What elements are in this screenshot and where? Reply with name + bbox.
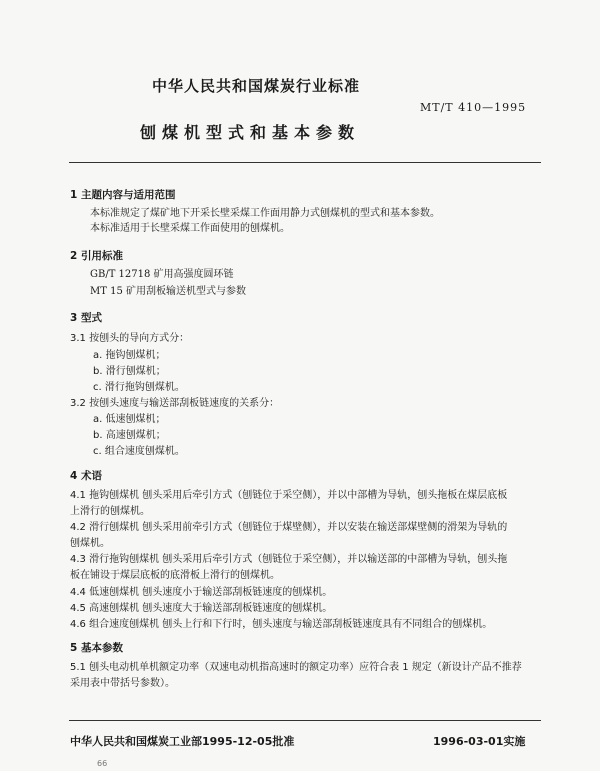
section-1-heading: 1 主题内容与适用范围 — [70, 189, 176, 201]
header-divider — [69, 162, 541, 163]
term-4-6: 4.6 组合速度刨煤机 刨头上行和下行时，刨头速度与输送部刮板链速度具有不同组合的刨煤机。 — [70, 619, 493, 630]
approval-line: 中华人民共和国煤炭工业部1995-12-05批准 — [70, 735, 295, 748]
clause-5-1-line-2: 采用表中带括号参数）。 — [70, 678, 175, 689]
clause-3-2: 3.2 按刨头速度与输送部刮板链速度的关系分： — [70, 398, 280, 409]
reference-mt-15: MT 15 矿用刮板输送机型式与参数 — [90, 286, 246, 297]
section-5-heading: 5 基本参数 — [70, 642, 123, 654]
section-3-heading: 3 型式 — [70, 312, 102, 324]
term-4-1-line-1: 4.1 拖钩刨煤机 刨头采用后牵引方式（刨链位于采空侧），并以中部槽为导轨，刨头拖板在煤层底板 — [70, 490, 508, 501]
clause-3-1-c: c. 滑行拖钩刨煤机。 — [93, 382, 185, 393]
reference-gb-12718: GB/T 12718 矿用高强度圆环链 — [90, 269, 234, 280]
section-1-paragraph-1: 本标准规定了煤矿地下开采长壁采煤工作面用静力式刨煤机的型式和基本参数。 — [90, 208, 440, 219]
clause-3-1: 3.1 按刨头的导向方式分： — [70, 333, 190, 344]
term-4-2-line-1: 4.2 滑行刨煤机 刨头采用前牵引方式（刨链位于煤壁侧），并以安装在输送部煤壁侧的滑架为导轨的 — [70, 522, 508, 533]
clause-3-2-b: b. 高速刨煤机； — [93, 430, 166, 441]
clause-3-1-a: a. 拖钩刨煤机； — [93, 350, 166, 361]
standard-code: MT/T 410—1995 — [420, 101, 527, 114]
term-4-5: 4.5 高速刨煤机 刨头速度大于输送部刮板链速度的刨煤机。 — [70, 603, 333, 614]
clause-3-2-a: a. 低速刨煤机； — [93, 414, 166, 425]
term-4-1-line-2: 上滑行的刨煤机。 — [70, 506, 150, 517]
clause-5-1-line-1: 5.1 刨头电动机单机额定功率（双速电动机指高速时的额定功率）应符合表 1 规定（新设计产品不推荐 — [70, 662, 522, 673]
document-title: 刨煤机型式和基本参数 — [140, 123, 361, 142]
term-4-3-line-2: 板在铺设于煤层底板的底滑板上滑行的刨煤机。 — [70, 570, 280, 581]
term-4-4: 4.4 低速刨煤机 刨头速度小于输送部刮板链速度的刨煤机。 — [70, 587, 333, 598]
page-number: 66 — [97, 759, 108, 768]
standard-title: 中华人民共和国煤炭行业标准 — [152, 77, 361, 95]
section-1-paragraph-2: 本标准适用于长壁采煤工作面使用的刨煤机。 — [90, 223, 290, 234]
section-2-heading: 2 引用标准 — [70, 250, 123, 262]
term-4-3-line-1: 4.3 滑行拖钩刨煤机 刨头采用后牵引方式（刨链位于采空侧），并以输送部的中部槽为导轨，刨头拖 — [70, 554, 508, 565]
effective-date: 1996-03-01实施 — [433, 735, 526, 748]
clause-3-1-b: b. 滑行刨煤机； — [93, 366, 166, 377]
footer-divider — [69, 720, 541, 721]
clause-3-2-c: c. 组合速度刨煤机。 — [93, 446, 185, 457]
term-4-2-line-2: 刨煤机。 — [70, 538, 110, 549]
section-4-heading: 4 术语 — [70, 470, 102, 482]
